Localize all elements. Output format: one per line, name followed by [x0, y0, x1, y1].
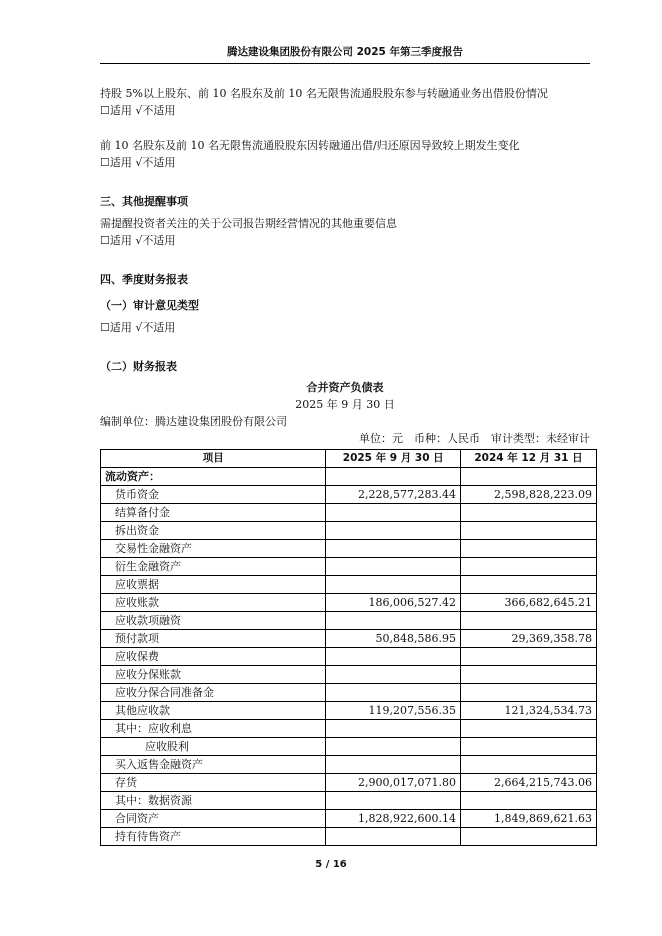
- row-item: 货币资金: [101, 486, 326, 504]
- row-item: 拆出资金: [101, 522, 326, 540]
- row-item: 其中：数据资源: [101, 792, 326, 810]
- balance-sheet-table: [100, 449, 597, 846]
- row-item: 其中：应收利息: [101, 720, 326, 738]
- table-row: [101, 468, 597, 486]
- table-row: [101, 612, 597, 630]
- row-item: 应收保费: [101, 648, 326, 666]
- row-value-2025: [326, 828, 460, 846]
- row-value-2025: [326, 792, 460, 810]
- row-item: 应收分保账款: [101, 666, 326, 684]
- table-row: [101, 630, 597, 648]
- row-value-2025: [326, 558, 460, 576]
- table-row: [101, 576, 597, 594]
- change-text: 前 10 名股东及前 10 名无限售流通股股东因转融通出借/归还原因导致较上期发生变化: [100, 139, 520, 152]
- table-row: [101, 738, 597, 756]
- section4-title: 四、季度财务报表: [100, 273, 188, 286]
- table-row: [101, 540, 597, 558]
- lending-options: ☐适用 √不适用: [100, 104, 176, 117]
- row-item: 结算备付金: [101, 504, 326, 522]
- table-header-row: [101, 450, 597, 468]
- row-value-2025: 2,228,577,283.44: [326, 486, 460, 504]
- row-item: 应收股利: [101, 738, 326, 756]
- row-item: 应收分保合同准备金: [101, 684, 326, 702]
- table-row: [101, 720, 597, 738]
- col-2025-header: 2025 年 9 月 30 日: [326, 450, 460, 468]
- table-row: [101, 684, 597, 702]
- table-row: [101, 594, 597, 612]
- row-value-2025: 1,828,922,600.14: [326, 810, 460, 828]
- row-value-2024: [460, 468, 596, 486]
- col-2024-header: 2024 年 12 月 31 日: [460, 450, 596, 468]
- audit-options: ☐适用 √不适用: [100, 321, 176, 334]
- table-row: [101, 756, 597, 774]
- row-value-2025: [326, 576, 460, 594]
- row-item: 买入返售金融资产: [101, 756, 326, 774]
- row-value-2024: [460, 540, 596, 558]
- row-value-2025: [326, 648, 460, 666]
- change-options: ☐适用 √不适用: [100, 156, 176, 169]
- section3-text: 需提醒投资者关注的关于公司报告期经营情况的其他重要信息: [100, 217, 397, 230]
- row-value-2024: [460, 684, 596, 702]
- table-row: [101, 810, 597, 828]
- row-value-2025: [326, 504, 460, 522]
- row-item: 其他应收款: [101, 702, 326, 720]
- table-row: [101, 792, 597, 810]
- row-value-2025: 2,900,017,071.80: [326, 774, 460, 792]
- row-value-2025: [326, 756, 460, 774]
- row-value-2025: 186,006,527.42: [326, 594, 460, 612]
- table-row: [101, 828, 597, 846]
- table-row: [101, 648, 597, 666]
- row-value-2024: 1,849,869,621.63: [460, 810, 596, 828]
- row-value-2024: [460, 756, 596, 774]
- row-value-2024: 29,369,358.78: [460, 630, 596, 648]
- table-row: [101, 522, 597, 540]
- row-value-2024: [460, 738, 596, 756]
- row-value-2024: [460, 522, 596, 540]
- row-value-2024: 366,682,645.21: [460, 594, 596, 612]
- page-number: 5 / 16: [315, 859, 347, 870]
- row-value-2024: [460, 648, 596, 666]
- fin-title: （二）财务报表: [100, 360, 177, 373]
- row-item: 合同资产: [101, 810, 326, 828]
- unit-line: 单位：元 币种：人民币 审计类型：未经审计: [359, 432, 590, 445]
- table-row: [101, 774, 597, 792]
- table-row: [101, 666, 597, 684]
- row-value-2025: [326, 738, 460, 756]
- row-item: 预付款项: [101, 630, 326, 648]
- audit-title: （一）审计意见类型: [100, 299, 199, 312]
- row-item: 持有待售资产: [101, 828, 326, 846]
- row-item: 应收账款: [101, 594, 326, 612]
- row-value-2024: [460, 504, 596, 522]
- row-item: 交易性金融资产: [101, 540, 326, 558]
- sheet-date: 2025 年 9 月 30 日: [295, 398, 395, 411]
- row-value-2024: 2,598,828,223.09: [460, 486, 596, 504]
- row-value-2024: [460, 828, 596, 846]
- table-row: [101, 702, 597, 720]
- row-item: 存货: [101, 774, 326, 792]
- row-value-2025: [326, 684, 460, 702]
- table-row: [101, 504, 597, 522]
- row-value-2025: [326, 720, 460, 738]
- table-row: [101, 558, 597, 576]
- table-row: [101, 486, 597, 504]
- row-value-2025: 50,848,586.95: [326, 630, 460, 648]
- sheet-title: 合并资产负债表: [306, 381, 384, 394]
- row-value-2025: [326, 612, 460, 630]
- row-value-2025: [326, 666, 460, 684]
- row-value-2024: [460, 666, 596, 684]
- page-header: 腾达建设集团股份有限公司 2025 年第三季度报告: [100, 44, 590, 64]
- compiler: 编制单位：腾达建设集团股份有限公司: [100, 415, 287, 428]
- row-value-2024: 121,324,534.73: [460, 702, 596, 720]
- row-value-2024: 2,664,215,743.06: [460, 774, 596, 792]
- row-value-2025: [326, 540, 460, 558]
- section3-options: ☐适用 √不适用: [100, 234, 176, 247]
- row-item: 应收票据: [101, 576, 326, 594]
- row-value-2025: [326, 522, 460, 540]
- row-value-2024: [460, 720, 596, 738]
- lending-text: 持股 5%以上股东、前 10 名股东及前 10 名无限售流通股股东参与转融通业务出借股份情况: [100, 87, 548, 100]
- row-item: 流动资产：: [101, 468, 326, 486]
- col-item-header: 项目: [101, 450, 326, 468]
- row-value-2024: [460, 576, 596, 594]
- row-value-2024: [460, 558, 596, 576]
- row-value-2024: [460, 612, 596, 630]
- row-value-2024: [460, 792, 596, 810]
- row-item: 衍生金融资产: [101, 558, 326, 576]
- row-item: 应收款项融资: [101, 612, 326, 630]
- row-value-2025: 119,207,556.35: [326, 702, 460, 720]
- section3-title: 三、其他提醒事项: [100, 195, 188, 208]
- row-value-2025: [326, 468, 460, 486]
